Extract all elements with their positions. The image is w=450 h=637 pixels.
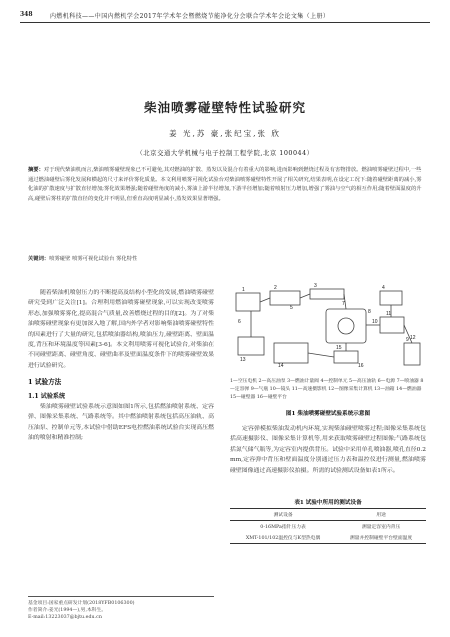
table-caption: 表1 试验中所用的测试设备: [294, 500, 362, 506]
spray-window: [338, 318, 354, 334]
footnote-author: 作者简介:姜光(1994—),男,本科生。: [28, 608, 107, 614]
diagram-callout-number: 2: [274, 285, 277, 291]
chamber-shape: [326, 309, 366, 343]
affiliation: （北京交通大学机械与电子控制工程学院,北京 100044）: [136, 149, 314, 157]
system-diagram: [230, 283, 426, 375]
right-column: [230, 424, 426, 476]
diagram-box: [380, 317, 404, 333]
figure-caption: 图1 柴油喷雾碰壁试验系统示意图: [285, 411, 371, 417]
diagram-callout-number: 4: [382, 285, 385, 291]
table-cell: 测量定容室内背压: [361, 525, 401, 530]
subsection-heading: 1.1 试验系统: [28, 392, 66, 400]
diagram-box: [270, 291, 300, 305]
diagram-callout-number: 10: [372, 319, 378, 325]
paper-title: 柴油喷雾碰壁特性试验研究: [143, 100, 306, 115]
keywords-label: 关键词：: [28, 256, 50, 262]
section-heading: 1 试验方法: [28, 378, 62, 387]
diagram-callout-number: 11: [386, 311, 392, 317]
diagram-box: [404, 343, 420, 365]
table-row: [230, 532, 426, 544]
page-number: 348: [20, 11, 33, 18]
diagram-box: [334, 351, 358, 363]
table-header-cell: 测试设备: [230, 509, 336, 521]
diagram-callout-number: 3: [314, 283, 317, 289]
diagram-box: [238, 337, 264, 355]
system-paragraph-cont: 定容弹模拟柴油发动机内环境,实现柴油碰壁喷雾过程;图像采集系统包括高速摄影仪、图像采集计算机等,用来获取喷雾碰壁过程图像;气路系统包括氮气储气瓶等,为定容室内提供背压。试验中采用单孔喷油器,喷孔直径0.2mm,定容弹中背压和壁面温度分别通过压力表和温控仪进行测量,燃油喷雾碰壁图像通过高速摄影仪拍摄。所需的试验测试设备如表1所示。: [230, 426, 426, 474]
abstract-label: 摘要：: [28, 167, 44, 173]
diagram-box: [236, 293, 260, 311]
diagram-callout-number: 8: [368, 309, 371, 315]
keywords: [28, 254, 422, 262]
footnote-email: E-mail:13223037@bjtu.edu.cn: [28, 615, 102, 621]
diagram-box: [310, 289, 344, 299]
left-column: [28, 288, 214, 444]
figure-legend: 1—空压电机 2—高压油泵 3—燃油计量阀 4—控制单元 5—高压油轨 6—电源 7—喷油器 8—定容弹 9—气瓶 10—镜头 11—高速摄影机 12—图像采集计算机 13—油箱 14—燃油器 15—碰壁器 16—碰壁平台: [230, 379, 424, 400]
diagram-callout-number: 15: [336, 345, 342, 351]
diagram-callout-number: 9: [406, 337, 409, 343]
table-cell: 测量并控制碰壁平台壁面温度: [336, 532, 426, 544]
running-header: [20, 8, 430, 23]
diagram-callout-number: 14: [278, 363, 284, 369]
footnote-funding: 基金项目:国家重点研发计划(2018YFB0106300): [28, 601, 135, 606]
diagram-box: [274, 343, 308, 363]
table-cell: XMT-101/102温控仪与K型热电偶: [230, 532, 336, 544]
footnote: [28, 596, 214, 622]
diagram-callout-number: 16: [358, 363, 364, 369]
abstract: [28, 166, 422, 204]
diagram-callout-number: 1: [242, 287, 245, 293]
journal-title: 内燃机科技——中国内燃机学会2017年学术年会暨燃烧节能净化分会联合学术年会论文集（上册）: [50, 13, 330, 20]
table-header-cell: 用途: [336, 509, 426, 521]
table-row: [230, 521, 426, 533]
diagram-callout-number: 5: [290, 305, 293, 311]
abstract-text: 对于现代柴油机而言,柴油喷雾碰壁现象已不可避免,其对燃油的扩散、蒸发以及混合有着重大的影响,进而影响到燃烧过程及有害物排放。燃油喷雾碰壁过程中,一些通过燃油碰壁后雾化发展和横起的尺寸来评价雾化质量。本文利用喷雾可视化试验台对柴油喷雾碰壁特性开展了相关研究,结果表明,在设定工况下:随着碰壁距离的减小,雾化油的扩散速度与扩散直径增加;雾化效果增强;随着碰壁角度的减小,雾油上游半径增加,下游半径增加;随着喷射压力增加,增强了雾油与空气的相互作用;随着壁面温度的升高,碰壁后雾柱的扩散直径的变化并不明显,但垂直高度明显减小,蒸发效果显著增强。: [28, 167, 422, 202]
diagram-callout-number: 13: [240, 357, 246, 363]
keywords-text: 喷雾碰壁 喷雾可视化试验台 雾化特性: [49, 256, 138, 262]
equipment-table: [230, 508, 426, 544]
table-cell: 0-16MPa指针压力表: [260, 525, 306, 530]
diagram-callout-number: 7: [342, 301, 345, 307]
diagram-callout-number: 6: [238, 319, 241, 325]
authors: 姜 光,苏 豪,张纪宝,张 欣: [169, 129, 281, 138]
system-paragraph: 柴油喷雾碰壁试验系统示意图如图1所示,包括燃油喷射系统、定容弹、图像采集系统、气路系统等。其中燃油喷射系统包括高压油轨、高压油泵、控制单元等,本试验中借助EFS电控燃油系统试验台实现高压燃油的喷射和精准控制;: [28, 404, 214, 442]
diagram-box: [380, 291, 402, 305]
intro-paragraph: 随着柴油机喷射压力的不断提高及结构小型化的发展,燃油喷雾碰壁研究受到广泛关注[1]。合理利用燃油喷雾碰壁现象,可以实现改变喷雾形态,加强喷雾雾化,提高混合气质量,改善燃烧过程的目的[2]。为了对柴油喷雾碰壁现象有更加深入地了解,国内外学者对影响柴油喷雾碰壁特性的因素进行了大量的研究,包括喷油器结构,喷油压力,碰壁距离、壁面温度,背压和环境温度等因素[3-6]。本文利用喷雾可视化试验台,对柴油在不同碰壁距离、碰壁角度、碰壁曲率及壁面温度条件下的喷雾碰壁效果进行试验研究。: [28, 290, 214, 369]
diagram-callout-number: 12: [410, 335, 416, 341]
